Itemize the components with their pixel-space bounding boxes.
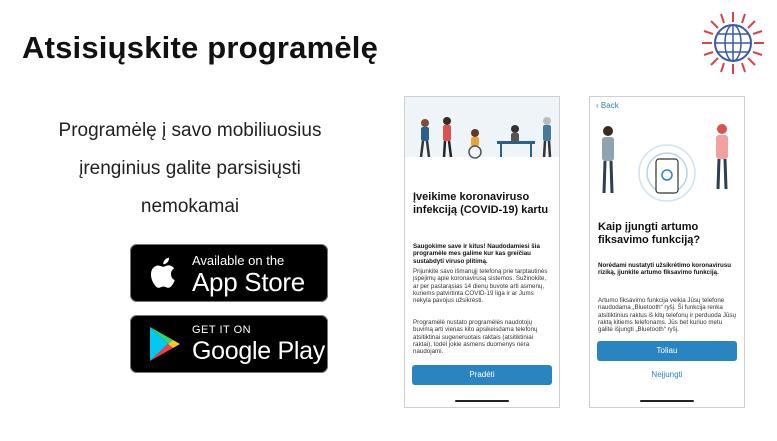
intro-paragraph-2: Programėlė nustato programėlės naudotojų buvimą arti vienas kito apsikeisdama telefonų atsitiktinai sugeneruotais raktais (atsitiktiniai raktai), todėl jokie asmens duomenys nėra naudojami.: [413, 319, 538, 356]
decline-link[interactable]: Neįjungti: [651, 370, 683, 379]
exposure-lead: Norėdami nustatyti užsikrėtimo koronavirusu riziką, įjunkite artumo fiksavimo funkciją.: [598, 262, 732, 277]
start-button[interactable]: Pradėti: [412, 365, 552, 385]
description: [40, 112, 340, 226]
chevron-left-icon: ‹: [596, 101, 599, 110]
google-play-icon: [144, 324, 184, 364]
home-indicator: [640, 400, 694, 402]
back-label: Back: [600, 101, 619, 110]
description-line-1: Programėlę į savo mobiliuosius: [58, 120, 322, 141]
app-store-small-text: Available on the: [192, 253, 285, 268]
description-line-3: nemokamai: [140, 196, 240, 217]
app-store-badge[interactable]: [130, 244, 328, 302]
google-play-big-text: Google Play: [192, 337, 325, 365]
next-button[interactable]: Toliau: [597, 341, 737, 361]
intro-heading: Įveikime koronaviruso infekciją (COVID-19) kartu: [413, 191, 549, 216]
people-illustration: [405, 97, 559, 177]
exposure-paragraph: Artumo fiksavimo funkcija veikia Jūsų telefone naudodama „Bluetooth“ ryšį. Ši funkcija renka atsitiktinius raktus iš kitų telefonų ir perduoda Jūsų raktą kitiems telefonams. Jūs bet kuriuo metu galite išjungti „Bluetooth“ ryšį.: [598, 297, 736, 334]
phone-screen-exposure: [589, 96, 745, 408]
home-indicator: [455, 400, 509, 402]
apple-icon: [144, 253, 184, 293]
proximity-illustration: [590, 113, 744, 213]
exposure-heading: Kaip įjungti artumo fiksavimo funkciją?: [598, 221, 701, 246]
page-title: Atsisiųskite programėlę: [22, 30, 379, 65]
intro-lead: Saugokime save ir kitus! Naudodamiesi šia programėle mes galime kur kas greičiau sustabdyti viruso plitimą.: [413, 243, 540, 265]
description-line-2: įrenginius galite parsisiųsti: [79, 158, 301, 179]
app-store-big-text: App Store: [192, 267, 305, 297]
phone-screen-intro: [404, 96, 560, 408]
intro-paragraph-1: Prijunkite savo išmanųjį telefoną prie tarptautinės įspėjimų apie koronavirusą sistemos. Sužinokite, ar per pastarąsias 14 dienų buvote arti asmenų, kuriems patvirtinta COVID-19 liga ir ar Jums nekyla pavojus užsikrėsti.: [413, 268, 548, 305]
globe-logo-icon: [700, 10, 766, 76]
back-button[interactable]: [596, 101, 619, 110]
google-play-small-text: GET IT ON: [192, 324, 252, 336]
google-play-badge[interactable]: [130, 315, 328, 373]
